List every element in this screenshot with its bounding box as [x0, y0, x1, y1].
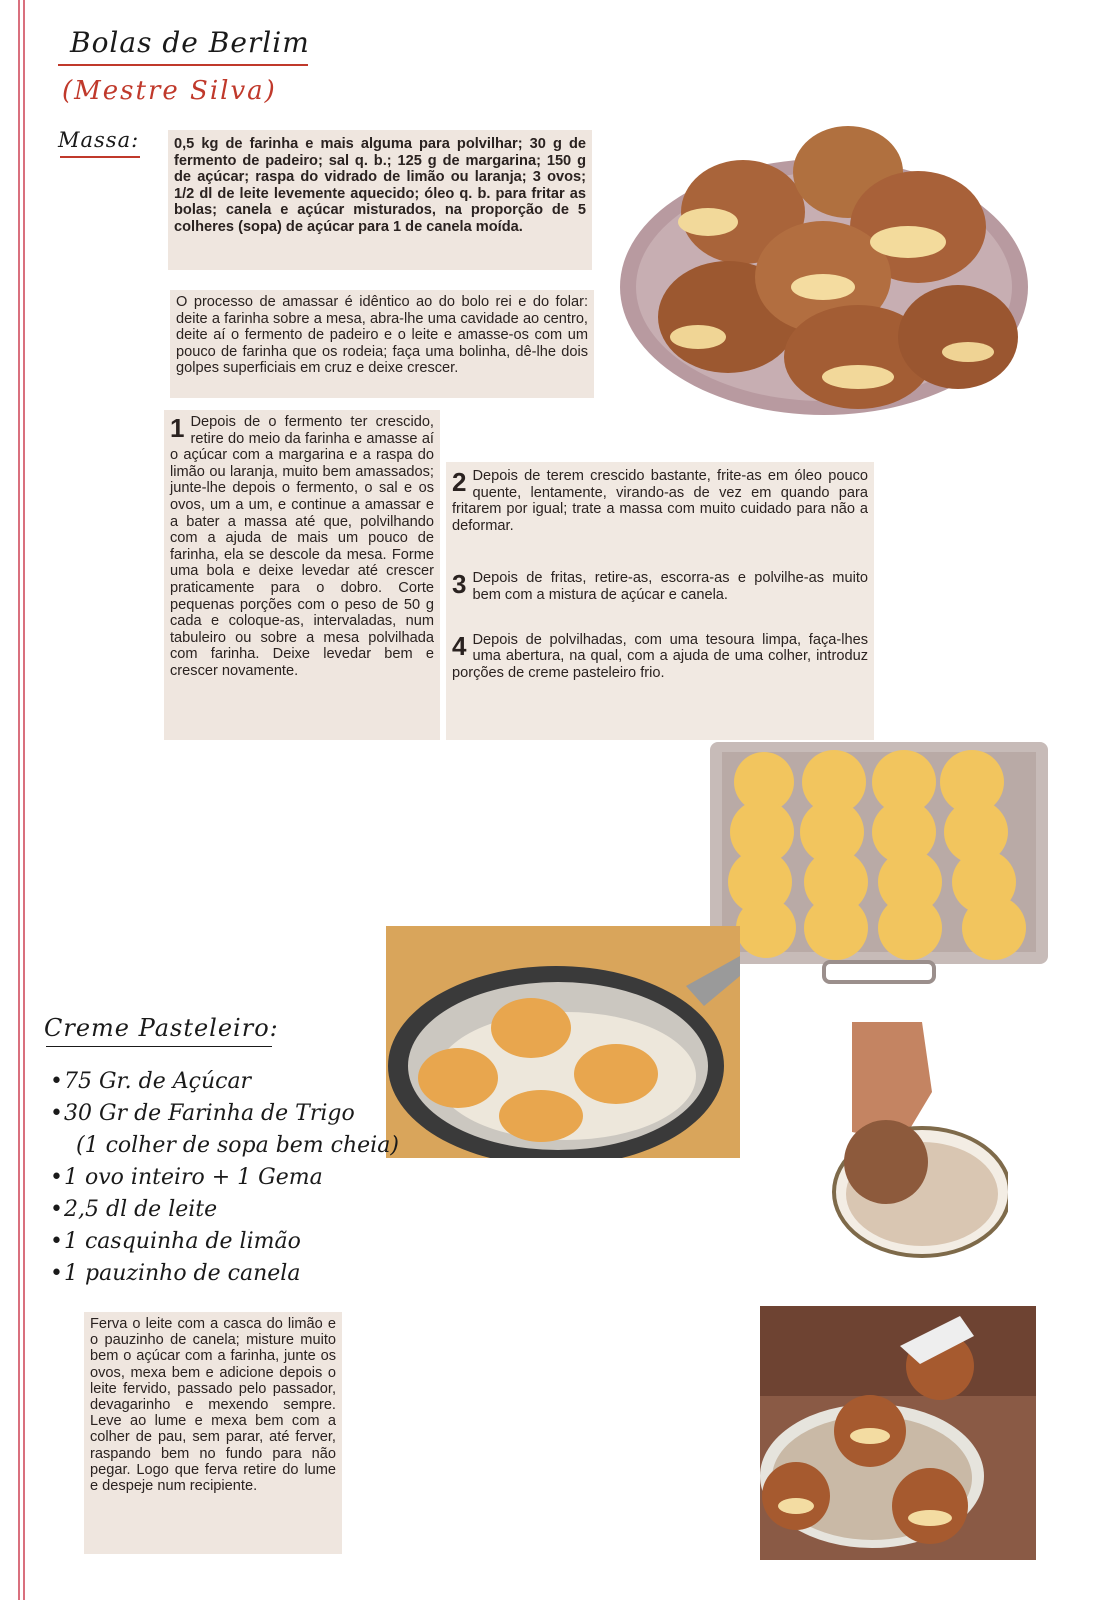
list-item: •30 Gr de Farinha de Trigo	[50, 1101, 355, 1126]
list-item: •75 Gr. de Açúcar	[50, 1069, 252, 1094]
list-item: •1 ovo inteiro + 1 Gema	[50, 1165, 323, 1190]
photo-plate-of-bolas	[618, 112, 1030, 426]
photo-coating-sugar	[812, 1022, 1008, 1262]
margin-line	[23, 0, 25, 1600]
creme-title: Creme Pasteleiro:	[44, 1014, 279, 1042]
recipe-author: (Mestre Silva)	[62, 76, 277, 106]
creme-underline	[46, 1046, 272, 1047]
list-item: (1 colher de sopa bem cheia)	[76, 1133, 399, 1158]
step-text: Depois de o fermento ter crescido, retire do meio da farinha e amasse aí o açúcar com a margarina e a raspa do limão ou laranja, muito bem amassados; junte-lhe depois o fermento, o sal e os ovos, um a um, e continue a amassar e a bater a massa até que, polvilhando com a ajuda de mais um pouco de farinha, ela se descole da mesa. Forme uma bola e deixe levedar até crescer praticamente para o dobro. Corte pequenas porções com o peso de 50 g cada e coloque-as, intervaladas, num tabuleiro ou sobre a mesa polvilhada com farinha. Deixe levedar bem e crescer novamente.	[170, 414, 434, 679]
title-underline	[58, 64, 308, 66]
process-clip: O processo de amassar é idêntico ao do bolo rei e do folar: deite a farinha sobre a mesa, abra-lhe uma cavidade ao centro, deite aí o fermento de padeiro e o leite e amasse-os com um pouco de farinha que os rodeia; faça uma bolinha, dê-lhe dois golpes superficiais em cruz e deixe crescer.	[170, 290, 594, 398]
list-item: •2,5 dl de leite	[50, 1197, 218, 1222]
step-text: Depois de polvilhadas, com uma tesoura limpa, faça-lhes uma abertura, na qual, com a ajuda de uma colher, introduz porções de creme pasteleiro frio.	[452, 631, 868, 681]
photo-tray-of-dough	[704, 734, 1052, 994]
margin-line	[18, 0, 20, 1600]
step-number: 3	[452, 569, 467, 600]
massa-underline	[60, 156, 140, 158]
massa-label: Massa:	[58, 128, 140, 152]
ingredients-clip: 0,5 kg de farinha e mais alguma para polvilhar; 30 g de fermento de padeiro; sal q. b.; 125 g de margarina; 150 g de açúcar; raspa do vidrado de limão ou laranja; 3 ovos; 1/2 dl de leite levemente aquecido; óleo q. b. para fritar as bolas; canela e açúcar misturados, na proporção de 5 colheres (sopa) de açúcar para 1 de canela moída.	[168, 130, 592, 270]
step-text: Depois de terem crescido bastante, frite-as em óleo pouco quente, lentamente, virando-as de vez em quando para fritarem por igual; trate a massa com muito cuidado para não a deformar.	[452, 468, 868, 534]
step-1-clip	[164, 410, 440, 740]
recipe-title: Bolas de Berlim	[70, 26, 310, 59]
step-number: 1	[170, 413, 185, 443]
photo-frying-pan	[386, 926, 740, 1158]
creme-clip: Ferva o leite com a casca do limão e o pauzinho de canela; misture muito bem o açúcar com a farinha, junte os ovos, mexa bem e adicione depois o leite fervido, passado pelo passador, devagarinho e mexendo sempre. Leve ao lume e mexa bem com a colher de pau, sem parar, até ferver, raspando bem no fundo para não pegar. Logo que ferva retire do lume e despeje num recipiente.	[84, 1312, 342, 1554]
creme-ingredients-list	[50, 1066, 399, 1290]
list-item: •1 pauzinho de canela	[50, 1261, 301, 1286]
list-item: •1 casquinha de limão	[50, 1229, 301, 1254]
step-text: Depois de fritas, retire-as, escorra-as e polvilhe-as muito bem com a mistura de açúcar e canela.	[472, 570, 868, 603]
steps-2-4-clip	[446, 462, 874, 740]
photo-filling-cream	[760, 1306, 1036, 1560]
step-number: 2	[452, 467, 467, 497]
step-number: 4	[452, 630, 467, 661]
